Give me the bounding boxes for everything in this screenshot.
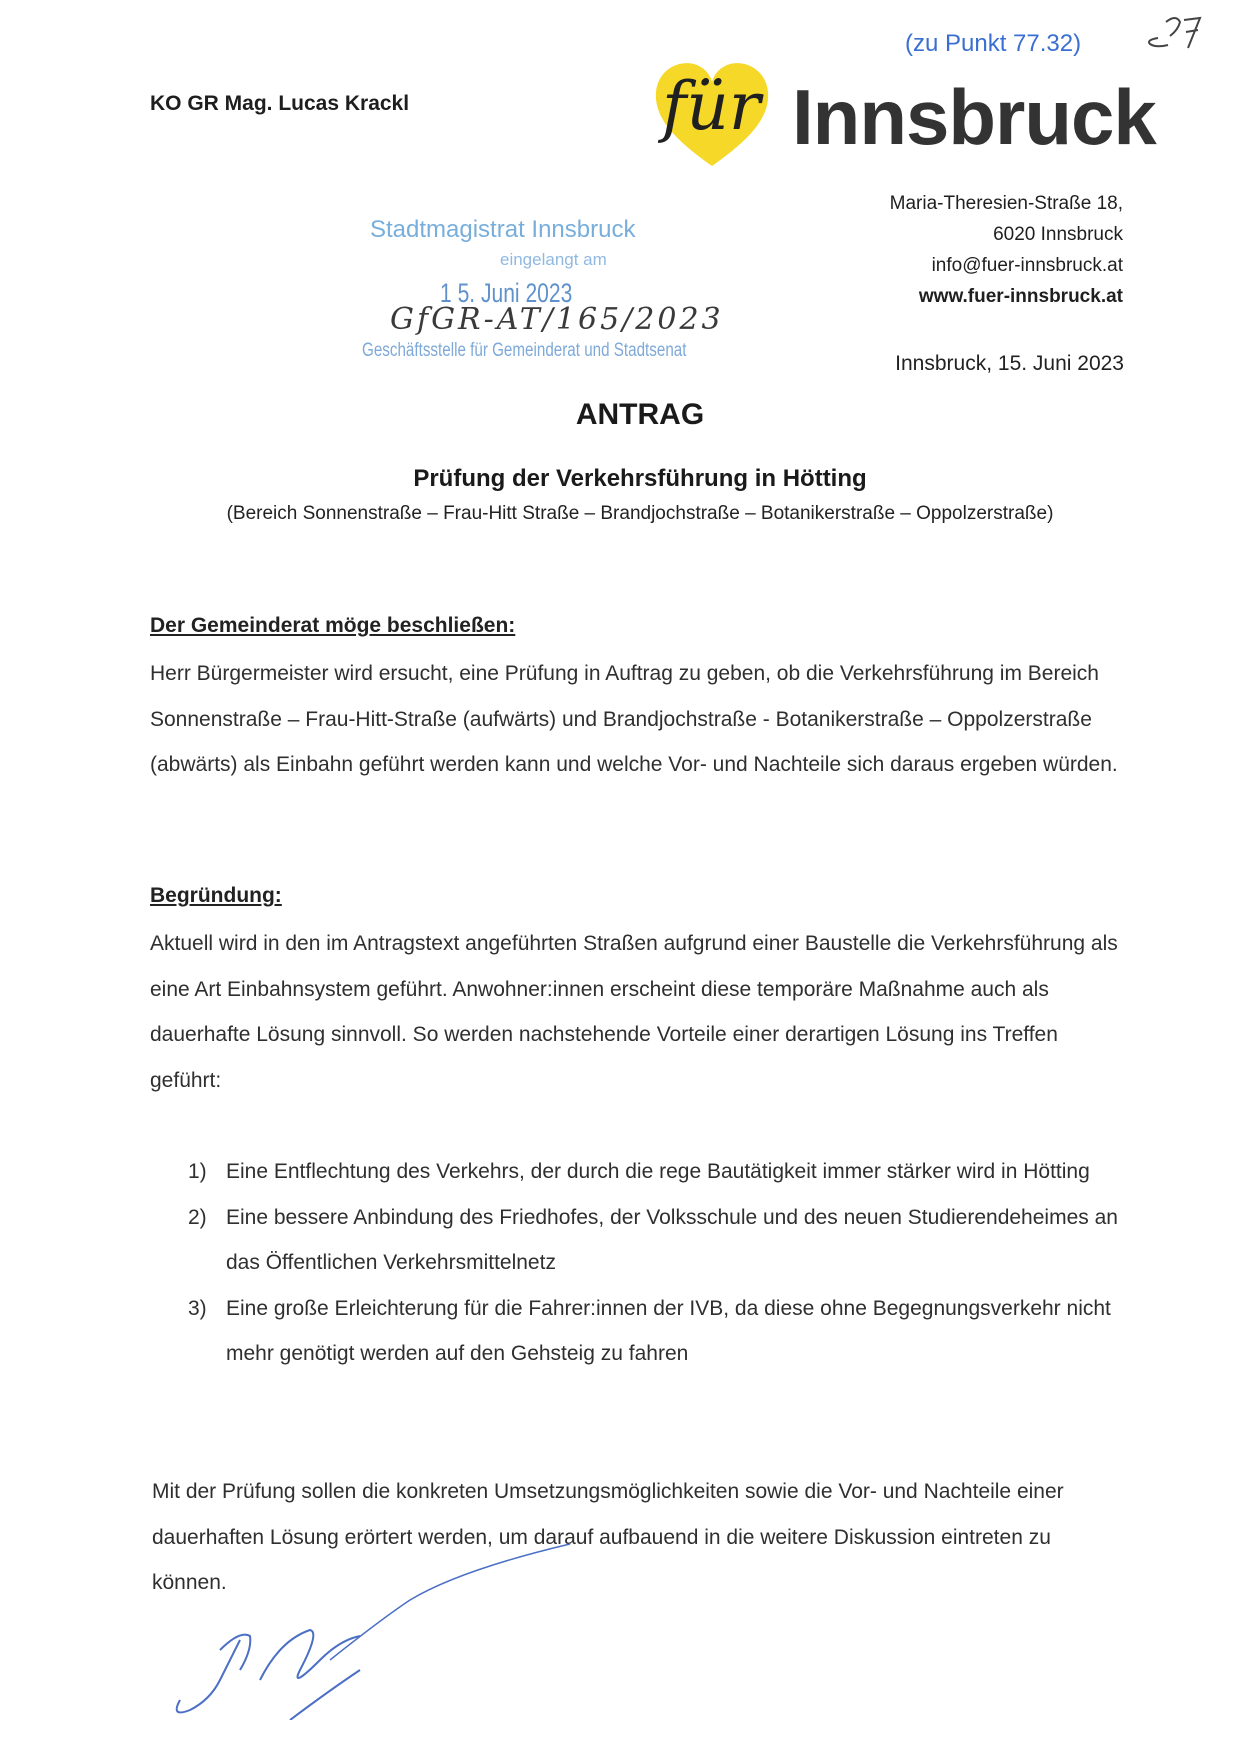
list-item-text: Eine bessere Anbindung des Friedhofes, der Volksschule und des neuen Studierendeheimes an das Öffentlichen Verkehrsmittelnetz — [226, 1205, 1118, 1275]
address-street: Maria-Theresien-Straße 18, — [889, 193, 1123, 214]
stamp-office: Stadtmagistrat Innsbruck — [370, 216, 636, 243]
stamp-department: Geschäftsstelle für Gemeinderat und Stadtsenat — [362, 340, 687, 361]
document-title: ANTRAG — [575, 398, 705, 431]
reasons-list — [188, 1149, 1128, 1377]
handwritten-page-number — [1140, 8, 1210, 58]
party-logo — [652, 58, 1156, 178]
reasoning-heading: Begründung: — [150, 884, 282, 907]
address-email: info@fuer-innsbruck.at — [931, 255, 1123, 276]
list-item — [188, 1195, 1128, 1286]
stamp-received-label: eingelangt am — [500, 250, 607, 269]
document-subject: Prüfung der Verkehrsführung in Hötting — [413, 465, 867, 492]
list-item — [188, 1286, 1128, 1377]
list-item — [188, 1149, 1128, 1195]
point-reference-note: (zu Punkt 77.32) — [905, 30, 1082, 57]
logo-brand-text: Innsbruck — [792, 73, 1156, 161]
resolution-text: Herr Bürgermeister wird ersucht, eine Prüfung in Auftrag zu geben, ob die Verkehrsführung im Bereich Sonnenstraße – Frau-Hitt-Straße (aufwärts) und Brandjochstraße - Botanikerstraße – Oppolzerstraße (abwärts) als Einbahn geführt werden kann und welche Vor- und Nachteile sich daraus ergeben würden. — [150, 662, 1118, 777]
author-name: KO GR Mag. Lucas Krackl — [150, 92, 410, 115]
document-scope: (Bereich Sonnenstraße – Frau-Hitt Straße – Brandjochstraße – Botanikerstraße – Oppolzerstraße) — [226, 503, 1054, 524]
list-item-number: 3) — [188, 1296, 207, 1320]
address-website: www.fuer-innsbruck.at — [918, 286, 1123, 307]
stamp-date: 1 5. Juni 2023 — [440, 278, 573, 308]
closing-paragraph: Mit der Prüfung sollen die konkreten Umsetzungsmöglichkeiten sowie die Vor- und Nachteile einer dauerhaften Lösung erörtert werden, um darauf aufbauend in die weitere Diskussion eintreten zu können. — [152, 1480, 1064, 1595]
logo-fuer-text: für — [662, 68, 761, 145]
document-date: Innsbruck, 15. Juni 2023 — [895, 352, 1124, 375]
list-item-number: 2) — [188, 1205, 207, 1229]
receipt-stamp — [340, 212, 724, 372]
stamp-handwritten-reference: GfGR-AT/165/2023 — [390, 302, 724, 337]
list-item-number: 1) — [188, 1160, 207, 1183]
signature — [160, 1540, 580, 1720]
list-item-text: Eine große Erleichterung für die Fahrer:innen der IVB, da diese ohne Begegnungsverkehr nicht mehr genötigt werden auf den Gehsteig zu fahren — [226, 1296, 1111, 1366]
address-city: 6020 Innsbruck — [993, 224, 1123, 245]
list-item-text: Eine Entflechtung des Verkehrs, der durch die rege Bautätigkeit immer stärker wird in Hötting — [226, 1160, 1090, 1183]
resolution-heading: Der Gemeinderat möge beschließen: — [150, 614, 516, 637]
reasoning-text: Aktuell wird in den im Antragstext angeführten Straßen aufgrund einer Baustelle die Verkehrsführung als eine Art Einbahnsystem geführt. Anwohner:innen erscheint diese temporäre Maßnahme auch als dauerhafte Lösung sinnvoll. So werden nachstehende Vorteile einer derartigen Lösung ins Treffen geführt: — [150, 932, 1118, 1092]
